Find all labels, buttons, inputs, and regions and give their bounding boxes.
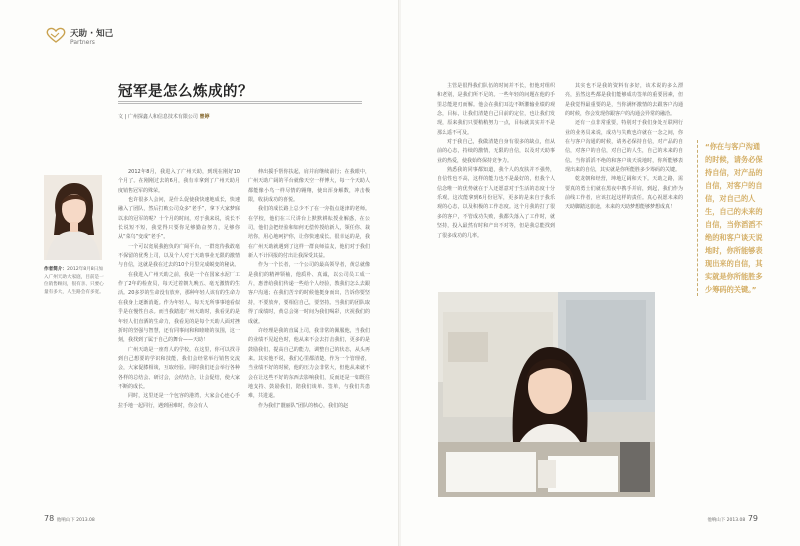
paragraph: 乾龙朝和经营，坤地辽阔和天下。天助之路，需要真的勇士们就在黑夜中携手并肩，到起，我们作为前线工作者，应该扛起这样的责任。真心祝愿未来的天助脚踏这旅途，未来的天助梦想能够梦想成真！	[565, 176, 683, 211]
office-photo	[438, 292, 655, 497]
paragraph: 还有一点非常重要，特别对于我们身处互联网行业的业务员来说，成功与失败也许就在一念之间，你在与客户沟通的时候，请务必保持自信，对产品的自信，对客户的自信，对自己的人生，自己的未来的自信。当你滔滔不绝的和客户谈天说地时，你所能够表现出来的自信，其实就是你所能胜多少筹码的关键。	[565, 120, 683, 174]
article-title: 冠军是怎么炼成的？	[118, 84, 253, 100]
left-page-number: 78	[44, 514, 55, 523]
byline-company: 文 | 广州探鑫人和信息技术有限公司	[118, 114, 198, 120]
paragraph: 在我进入广州天助之前，我是一个在国家水泥厂工作了2年的检查员，每天过着朝九晚五、毫无激情的生活。20多岁的生命没有放弃，那种年轻人该有的生命力在我身上逐渐消逝。作为年轻人，每天无所事事地看似乎是在慢性自杀。而当我踏进广州天助时，我看见的是年轻人们直洒的生命力，我看见的是每个天助人面对挫折时的坚强与智慧，还有同事间和和睦睦的氛围，这一刻，我找到了属于自己的舞台——天助！	[118, 271, 240, 344]
section-subtitle: Partners	[70, 39, 95, 46]
paragraph: 作为我们“靓丽队”团队的核心，我们的赵	[258, 402, 349, 409]
column-3	[437, 82, 555, 292]
right-page	[401, 0, 800, 546]
caption-text: 2012年8月8日加入广州天助大家庭，目前是一位销售顾问，很有亲、只要心量有多大，人生路会有多宽。	[44, 267, 104, 295]
caption-label: 作者简介：	[44, 267, 67, 272]
author-caption	[44, 266, 104, 296]
paragraph: 一个可以宽展我抱负的广阔平台，一群宽待我敢毫不保留的优秀上司，以及个人对于天助事业无限的激情与自信，这就是我在过去的10个月里完成蜕变的秘诀。	[118, 243, 240, 269]
title-rule	[118, 101, 362, 102]
pull-quote: “你在与客户沟通的时候，请务必保持自信，对产品的自信，对客户的自信，对自己的人生，自己的未来的自信，当你滔滔不绝的和客户谈天说地时，你所能够表现出来的自信，其实就是你所能胜多少筹码的关键。”	[697, 140, 767, 296]
left-folio	[44, 514, 95, 523]
right-page-number: 79	[747, 514, 758, 523]
paragraph: 主管是很得我们队伍的时间并不长，但他对组织和老别，是我们所不足的。一些年轻的问题在他的手里总能迎刃而解。他会在我们耳边不断灌输业绩的观念，目标，让我们清楚自己目前的定位，也让我们发现，原来我们只要稍稍努力一点，目标就其实并不是那么遥不可及。	[437, 83, 555, 136]
handshake-heart-logo-icon	[44, 26, 68, 44]
title-rule-2	[118, 103, 362, 104]
column-4	[565, 82, 683, 292]
paragraph: 其实也不是我的资料有多好，该术说的多么漂亮，虽然这些都是我们能够成功签单的重要因素，但是我觉得最重要的是，当你满怀激情的去跟客户沟通的时候，你会发现你跟客户的沟通会异常的融洽。	[565, 83, 683, 118]
author-portrait	[44, 175, 102, 260]
paragraph: 我们的成长路上总少不了在一旁指点迷津的老师。在学校，他们在三尺讲台上默默耕耘授业解惑，在公司，他们会把经验和如何无偿传授给新人，领任你、栽培你，用心地呵护你，让你快速成长。很幸运的是，我在广州天助就遇到了这样一群良师益友，他们对于我们新人不计回报的付出让我深受其益。	[248, 206, 370, 260]
paragraph: 许经理是我的直属上司，我非常的佩服他，当我们的业绩不见起色时，他从来不会去打击我们，更多的是鼓励我们，提高自己的能力，调整自己的状态，从头再来。其实他不说，我们心里都清楚，作为一个管理者，当业绩不好的时候，他的压力会非常大，但他从来就不会在让这些不好的东西去影响我们，反而还是一如既往地支持、鼓励我们，陪我们谈单、签单，与我们共患难，共进退。	[248, 327, 370, 400]
byline	[118, 113, 209, 120]
paragraph: 同时，这里还是一个包容的港湾，大家会心连心手拉手地一起同行，遇到困难时，你会有人	[118, 393, 240, 409]
left-footer-label: 他响山下 2013.08	[56, 518, 95, 523]
paragraph: 广州天助是一座育人的学校，在这里，你可以找寻到自己想要的学识和技能，我们会经常举行销售交流会，大家促膝相谈，互取经验。同时我们还会举行各种各样的总结会、研讨会，会结结合，让会促结，使大家不断的成长。	[118, 346, 240, 390]
paragraph: 伸出援手帮你扶起，肩并肩继续前行；在我眼中，广州天助广阔的平台就像天空一样博大，每一个天助人都能像小鸟一样尽情的翱翔，使出浑身解数，冲击极限，收获成功的喜悦。	[248, 169, 370, 204]
paragraph: 作为一个长者，一个公司的最高领导者，黄总就像是我们的精神领袖，他质朴、真诚，以公司员工成一片，惠普给我们传递一些给个人经验，教我们怎么去跟客户沟通；在我们苦辛的时候他挺身而出，告诉你要坚持，不要放弃，要相信自己，要坚持。当我们的团队取得了成绩时，黄总会第一时间为我们喝彩，庆祝我们的成就。	[248, 262, 370, 325]
left-page	[0, 0, 399, 546]
column-1	[118, 168, 240, 496]
paragraph: 熟悉我的同事都知道，我个人的皮肤并不强势，自信性也不高，这样的能力也不是最好的，但我个人信念唯一的优势就在于人还愿意对于生活的态度十分乐观。这次能拿到6月份冠军，更多的是来自于我乐观的心态，以及积极的工作态度。这个月我的打了很多的客户，不管成功失败，我都失落入了工作时，就坚持，投入最然有时和产出不对等，但是我总能找到了很多成功的几率。	[437, 167, 555, 239]
column-2	[248, 168, 370, 496]
right-footer-label: 他响山下 2013.08	[707, 518, 746, 523]
right-folio	[707, 514, 758, 523]
paragraph: 对于我自己，我做清楚自身有很多的缺点，但从前的心态，持续的激情，无限的自信，以及对天助事业的热爱，使我始终保持竞争力。	[437, 139, 555, 164]
section-title: 天助 · 知己	[70, 29, 114, 39]
paragraph: 2012年8月，我进入了广州天助，到现在刚好10个月了。在刚刚过去的6月，我有幸拿到了广州天助月度销售冠军的殊荣。	[118, 169, 240, 194]
byline-author: 曾婷	[199, 114, 210, 120]
paragraph: 也许很多人会问，是什么促使我快速地成长，快速融入了团队，然后打败公司众多“老手”，拿下大家梦寐以求的冠军的呢？十个月的时间，对于我来说，说长不长说短不短，我觉得只要你足够勤奋努力，足够你从“菜鸟”变成“老手”。	[118, 197, 240, 241]
